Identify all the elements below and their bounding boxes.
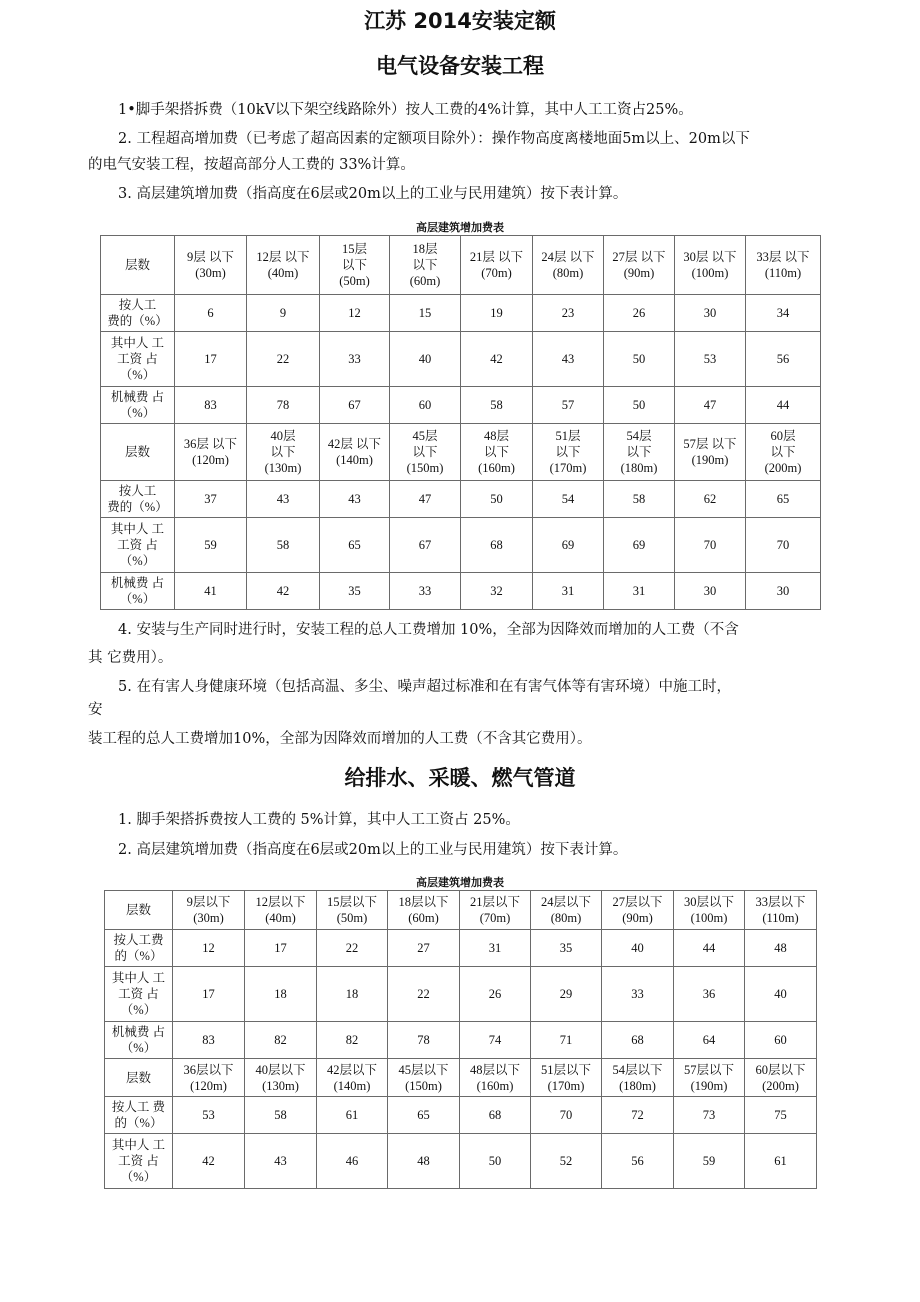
value-cell: 44 — [674, 930, 745, 967]
floors-label-cell: 层数 — [101, 236, 175, 295]
table1 — [100, 235, 821, 610]
section1-after-4-cont: 其 它费用）。 — [88, 650, 173, 666]
value-cell: 53 — [173, 1097, 245, 1134]
section1-item-1: 1•脚手架搭拆费（10kV以下架空线路除外）按人工费的4%计算，其中人工工资占25%。 — [118, 102, 693, 118]
section1-after-5-cont2: 装工程的总人工费增加10%，全部为因降效而增加的人工费（不含其它费用）。 — [88, 731, 592, 747]
value-cell: 56 — [746, 332, 821, 387]
floor-range-cell: 36层 以下 (120m) — [175, 424, 247, 481]
value-cell: 70 — [531, 1097, 602, 1134]
floor-range-cell: 30层 以下 (100m) — [675, 236, 746, 295]
value-cell: 48 — [388, 1134, 460, 1189]
row-label-cell: 按人工 费的（%） — [101, 295, 175, 332]
value-cell: 18 — [245, 967, 317, 1022]
value-cell: 56 — [602, 1134, 674, 1189]
value-cell: 61 — [745, 1134, 817, 1189]
value-cell: 78 — [247, 387, 320, 424]
value-cell: 48 — [745, 930, 817, 967]
value-cell: 74 — [460, 1022, 531, 1059]
row-label-cell: 其中人 工 工资 占 （%） — [105, 967, 173, 1022]
value-cell: 68 — [460, 1097, 531, 1134]
floor-range-cell: 42层 以下 (140m) — [320, 424, 390, 481]
floor-range-cell: 15层以下 (50m) — [317, 891, 388, 930]
value-cell: 47 — [390, 481, 461, 518]
value-cell: 60 — [390, 387, 461, 424]
value-cell: 30 — [675, 573, 746, 610]
floor-range-cell: 60层以下 (200m) — [745, 1059, 817, 1097]
value-cell: 19 — [461, 295, 533, 332]
row-label-cell: 按人工费 的（%） — [105, 930, 173, 967]
value-cell: 31 — [533, 573, 604, 610]
row-label-cell: 按人工 费 的（%） — [105, 1097, 173, 1134]
value-cell: 78 — [388, 1022, 460, 1059]
value-cell: 30 — [746, 573, 821, 610]
floor-range-cell: 30层以下 (100m) — [674, 891, 745, 930]
value-cell: 26 — [604, 295, 675, 332]
value-cell: 83 — [173, 1022, 245, 1059]
table2 — [104, 890, 817, 1189]
value-cell: 59 — [175, 518, 247, 573]
value-cell: 71 — [531, 1022, 602, 1059]
value-cell: 50 — [460, 1134, 531, 1189]
row-label-cell: 其中人 工 工资 占 （%） — [105, 1134, 173, 1189]
floor-range-cell: 45层 以下 (150m) — [390, 424, 461, 481]
floor-range-cell: 15层 以下 (50m) — [320, 236, 390, 295]
value-cell: 69 — [533, 518, 604, 573]
value-cell: 36 — [674, 967, 745, 1022]
section1-item-2-cont: 的电气安装工程，按超高部分人工费的 33%计算。 — [88, 157, 415, 173]
value-cell: 18 — [317, 967, 388, 1022]
value-cell: 37 — [175, 481, 247, 518]
floor-range-cell: 36层以下 (120m) — [173, 1059, 245, 1097]
value-cell: 69 — [604, 518, 675, 573]
value-cell: 34 — [746, 295, 821, 332]
floor-range-cell: 24层 以下 (80m) — [533, 236, 604, 295]
value-cell: 70 — [675, 518, 746, 573]
table-row — [101, 332, 821, 387]
value-cell: 58 — [461, 387, 533, 424]
value-cell: 72 — [602, 1097, 674, 1134]
section2-heading: 给排水、采暖、燃气管道 — [344, 766, 576, 790]
value-cell: 33 — [390, 573, 461, 610]
value-cell: 54 — [533, 481, 604, 518]
floor-range-cell: 27层 以下 (90m) — [604, 236, 675, 295]
table-header-row — [105, 891, 817, 930]
floor-range-cell: 54层以下 (180m) — [602, 1059, 674, 1097]
value-cell: 33 — [320, 332, 390, 387]
value-cell: 12 — [320, 295, 390, 332]
floor-range-cell: 57层 以下 (190m) — [675, 424, 746, 481]
floor-range-cell: 12层以下 (40m) — [245, 891, 317, 930]
value-cell: 46 — [317, 1134, 388, 1189]
value-cell: 60 — [745, 1022, 817, 1059]
value-cell: 31 — [460, 930, 531, 967]
floor-range-cell: 54层 以下 (180m) — [604, 424, 675, 481]
section1-after-4: 4. 安装与生产同时进行时，安装工程的总人工费增加 10%，全部为因降效而增加的人工费（不含 — [118, 622, 739, 638]
value-cell: 27 — [388, 930, 460, 967]
floor-range-cell: 51层 以下 (170m) — [533, 424, 604, 481]
value-cell: 58 — [245, 1097, 317, 1134]
value-cell: 68 — [602, 1022, 674, 1059]
value-cell: 43 — [245, 1134, 317, 1189]
table-row — [105, 967, 817, 1022]
table-row — [101, 481, 821, 518]
section1-item-3: 3. 高层建筑增加费（指高度在6层或20m以上的工业与民用建筑）按下表计算。 — [118, 186, 628, 202]
table-row — [101, 573, 821, 610]
value-cell: 33 — [602, 967, 674, 1022]
value-cell: 42 — [173, 1134, 245, 1189]
value-cell: 47 — [675, 387, 746, 424]
floor-range-cell: 9层 以下 (30m) — [175, 236, 247, 295]
value-cell: 50 — [461, 481, 533, 518]
value-cell: 58 — [247, 518, 320, 573]
value-cell: 50 — [604, 332, 675, 387]
floor-range-cell: 9层以下 (30m) — [173, 891, 245, 930]
floor-range-cell: 33层 以下 (110m) — [746, 236, 821, 295]
value-cell: 22 — [388, 967, 460, 1022]
row-label-cell: 其中人 工 工资 占 （%） — [101, 332, 175, 387]
floor-range-cell: 42层以下 (140m) — [317, 1059, 388, 1097]
value-cell: 83 — [175, 387, 247, 424]
floor-range-cell: 24层以下 (80m) — [531, 891, 602, 930]
value-cell: 43 — [320, 481, 390, 518]
floor-range-cell: 40层以下 (130m) — [245, 1059, 317, 1097]
row-label-cell: 机械费 占 （%） — [101, 573, 175, 610]
value-cell: 59 — [674, 1134, 745, 1189]
floor-range-cell: 48层 以下 (160m) — [461, 424, 533, 481]
value-cell: 29 — [531, 967, 602, 1022]
floor-range-cell: 51层以下 (170m) — [531, 1059, 602, 1097]
value-cell: 50 — [604, 387, 675, 424]
value-cell: 68 — [461, 518, 533, 573]
value-cell: 58 — [604, 481, 675, 518]
value-cell: 53 — [675, 332, 746, 387]
floors-label-cell: 层数 — [105, 891, 173, 930]
floor-range-cell: 27层以下 (90m) — [602, 891, 674, 930]
value-cell: 40 — [745, 967, 817, 1022]
value-cell: 9 — [247, 295, 320, 332]
section1-after-5-cont: 安 — [88, 702, 103, 718]
floor-range-cell: 57层以下 (190m) — [674, 1059, 745, 1097]
floor-range-cell: 21层以下 (70m) — [460, 891, 531, 930]
value-cell: 65 — [388, 1097, 460, 1134]
document-title: 江苏 2014安装定额 — [364, 9, 556, 33]
floor-range-cell: 18层以下 (60m) — [388, 891, 460, 930]
value-cell: 26 — [460, 967, 531, 1022]
value-cell: 42 — [461, 332, 533, 387]
section1-after-5: 5. 在有害人身健康环境（包括高温、多尘、噪声超过标准和在有害气体等有害环境）中施工时， — [118, 679, 731, 695]
floor-range-cell: 60层 以下 (200m) — [746, 424, 821, 481]
value-cell: 22 — [317, 930, 388, 967]
value-cell: 43 — [247, 481, 320, 518]
floor-range-cell: 45层以下 (150m) — [388, 1059, 460, 1097]
value-cell: 44 — [746, 387, 821, 424]
value-cell: 31 — [604, 573, 675, 610]
floor-range-cell: 40层 以下 (130m) — [247, 424, 320, 481]
row-label-cell: 机械费 占 （%） — [105, 1022, 173, 1059]
table1-caption: 高层建筑增加费表 — [416, 221, 504, 234]
floors-label-cell: 层数 — [101, 424, 175, 481]
value-cell: 32 — [461, 573, 533, 610]
value-cell: 35 — [320, 573, 390, 610]
value-cell: 40 — [390, 332, 461, 387]
table-row — [105, 1134, 817, 1189]
value-cell: 17 — [245, 930, 317, 967]
value-cell: 70 — [746, 518, 821, 573]
value-cell: 30 — [675, 295, 746, 332]
table-row — [105, 930, 817, 967]
table-row — [105, 1022, 817, 1059]
floor-range-cell: 18层 以下 (60m) — [390, 236, 461, 295]
value-cell: 65 — [746, 481, 821, 518]
floor-range-cell: 12层 以下 (40m) — [247, 236, 320, 295]
table-row — [105, 1097, 817, 1134]
section2-item-2: 2. 高层建筑增加费（指高度在6层或20m以上的工业与民用建筑）按下表计算。 — [118, 842, 628, 858]
value-cell: 62 — [675, 481, 746, 518]
value-cell: 41 — [175, 573, 247, 610]
value-cell: 17 — [175, 332, 247, 387]
value-cell: 82 — [317, 1022, 388, 1059]
section1-heading: 电气设备安装工程 — [376, 54, 544, 78]
value-cell: 64 — [674, 1022, 745, 1059]
value-cell: 6 — [175, 295, 247, 332]
value-cell: 65 — [320, 518, 390, 573]
value-cell: 35 — [531, 930, 602, 967]
value-cell: 12 — [173, 930, 245, 967]
floors-label-cell: 层数 — [105, 1059, 173, 1097]
floor-range-cell: 48层以下 (160m) — [460, 1059, 531, 1097]
value-cell: 61 — [317, 1097, 388, 1134]
section2-item-1: 1. 脚手架搭拆费按人工费的 5%计算，其中人工工资占 25%。 — [118, 812, 520, 828]
table2-caption: 高层建筑增加费表 — [416, 876, 504, 889]
value-cell: 23 — [533, 295, 604, 332]
row-label-cell: 机械费 占 （%） — [101, 387, 175, 424]
value-cell: 73 — [674, 1097, 745, 1134]
row-label-cell: 按人工 费的（%） — [101, 481, 175, 518]
table-header-row — [105, 1059, 817, 1097]
section1-item-2: 2. 工程超高增加费（已考虑了超高因素的定额项目除外）：操作物高度离楼地面5m以上、20m以下 — [118, 131, 750, 147]
row-label-cell: 其中人 工 工资 占 （%） — [101, 518, 175, 573]
floor-range-cell: 21层 以下 (70m) — [461, 236, 533, 295]
value-cell: 43 — [533, 332, 604, 387]
value-cell: 82 — [245, 1022, 317, 1059]
value-cell: 22 — [247, 332, 320, 387]
value-cell: 15 — [390, 295, 461, 332]
table-row — [101, 518, 821, 573]
table-header-row — [101, 236, 821, 295]
value-cell: 40 — [602, 930, 674, 967]
value-cell: 67 — [320, 387, 390, 424]
value-cell: 75 — [745, 1097, 817, 1134]
value-cell: 67 — [390, 518, 461, 573]
value-cell: 57 — [533, 387, 604, 424]
value-cell: 52 — [531, 1134, 602, 1189]
table-header-row — [101, 424, 821, 481]
value-cell: 17 — [173, 967, 245, 1022]
table-row — [101, 295, 821, 332]
floor-range-cell: 33层以下 (110m) — [745, 891, 817, 930]
table-row — [101, 387, 821, 424]
value-cell: 42 — [247, 573, 320, 610]
